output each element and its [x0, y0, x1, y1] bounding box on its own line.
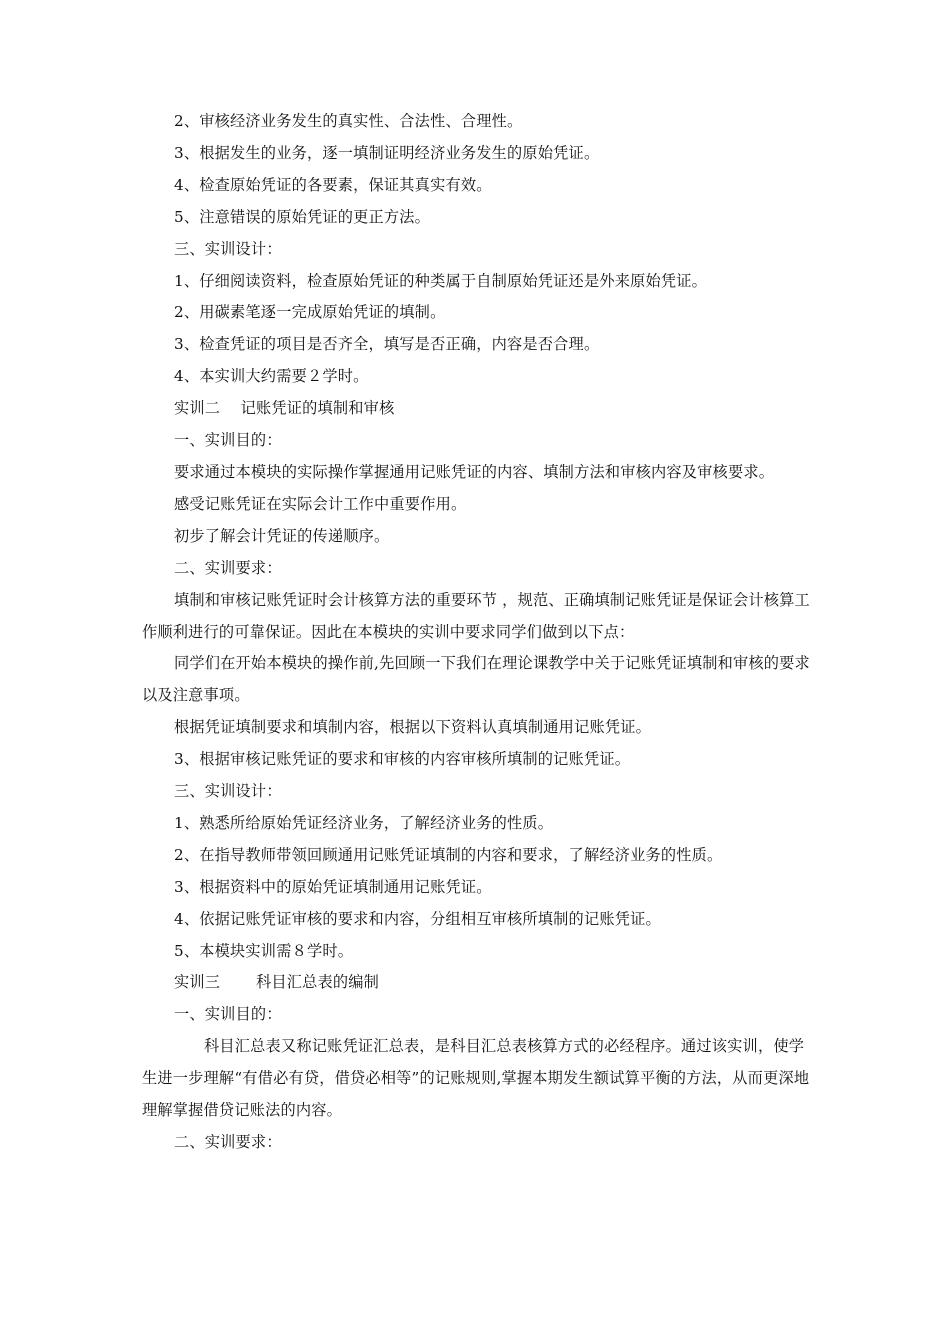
paragraph-line: 根据凭证填制要求和填制内容，根据以下资料认真填制通用记账凭证。 — [174, 718, 652, 737]
paragraph-line: 1、仔细阅读资料，检查原始凭证的种类属于自制原始凭证还是外来原始凭证。 — [174, 271, 708, 290]
document-body — [142, 106, 814, 1159]
section-heading: 二、实训要求： — [174, 1133, 282, 1151]
paragraph-line: 4、本实训大约需要２学时。 — [174, 367, 369, 386]
paragraph-line: 5、本模块实训需８学时。 — [174, 941, 354, 960]
paragraph: 要求通过本模块的实际操作掌握通用记账凭证的内容、填制方法和审核内容及审核要求。 — [174, 462, 775, 481]
paragraph-line: 3、根据发生的业务，逐一填制证明经济业务发生的原始凭证。 — [174, 143, 600, 162]
paragraph-line: 2、审核经济业务发生的真实性、合法性、合理性。 — [174, 112, 523, 130]
section-heading: 二、实训要求： — [174, 558, 282, 577]
section-heading: 一、实训目的： — [174, 1005, 282, 1024]
paragraph-line: 3、根据审核记账凭证的要求和审核的内容审核所填制的记账凭证。 — [174, 750, 631, 769]
paragraph-line: 5、注意错误的原始凭证的更正方法。 — [174, 207, 431, 226]
training-title: 实训三 科目汇总表的编制 — [174, 973, 380, 992]
paragraph-line: 2、用碳素笔逐一完成原始凭证的填制。 — [174, 303, 446, 322]
section-heading: 三、实训设计： — [174, 239, 282, 258]
section-heading: 三、实训设计： — [174, 782, 282, 801]
paragraph-line: 感受记账凭证在实际会计工作中重要作用。 — [174, 494, 467, 513]
paragraph-line: 4、检查原始凭证的各要素，保证其真实有效。 — [174, 175, 492, 194]
paragraph-line: 4、依据记账凭证审核的要求和内容，分组相互审核所填制的记账凭证。 — [174, 909, 661, 928]
section-heading: 一、实训目的： — [174, 431, 282, 450]
paragraph: 科目汇总表又称记账凭证汇总表，是科目汇总表核算方式的必经程序。通过该实训，使学生进一步理解“有借必有贷，借贷必相等”的记账规则,掌握本期发生额试算平衡的方法，从而更深地理解掌握借贷记账法的内容。 — [142, 1037, 810, 1120]
training-title: 实训二 记账凭证的填制和审核 — [174, 399, 395, 418]
paragraph-line: 初步了解会计凭证的传递顺序。 — [174, 526, 390, 545]
paragraph-line: 1、熟悉所给原始凭证经济业务，了解经济业务的性质。 — [174, 813, 554, 832]
paragraph: 同学们在开始本模块的操作前,先回顾一下我们在理论课教学中关于记账凭证填制和审核的要求以及注意事项。 — [142, 654, 810, 705]
paragraph-line: 3、根据资料中的原始凭证填制通用记账凭证。 — [174, 877, 492, 896]
paragraph-line: 2、在指导教师带领回顾通用记账凭证填制的内容和要求，了解经济业务的性质。 — [174, 845, 723, 864]
paragraph-line: 3、检查凭证的项目是否齐全，填写是否正确，内容是否合理。 — [174, 335, 600, 354]
paragraph: 填制和审核记账凭证时会计核算方法的重要环节 ，规范、正确填制记账凭证是保证会计核算工作顺利进行的可靠保证。因此在本模块的实训中要求同学们做到以下点： — [142, 590, 810, 641]
